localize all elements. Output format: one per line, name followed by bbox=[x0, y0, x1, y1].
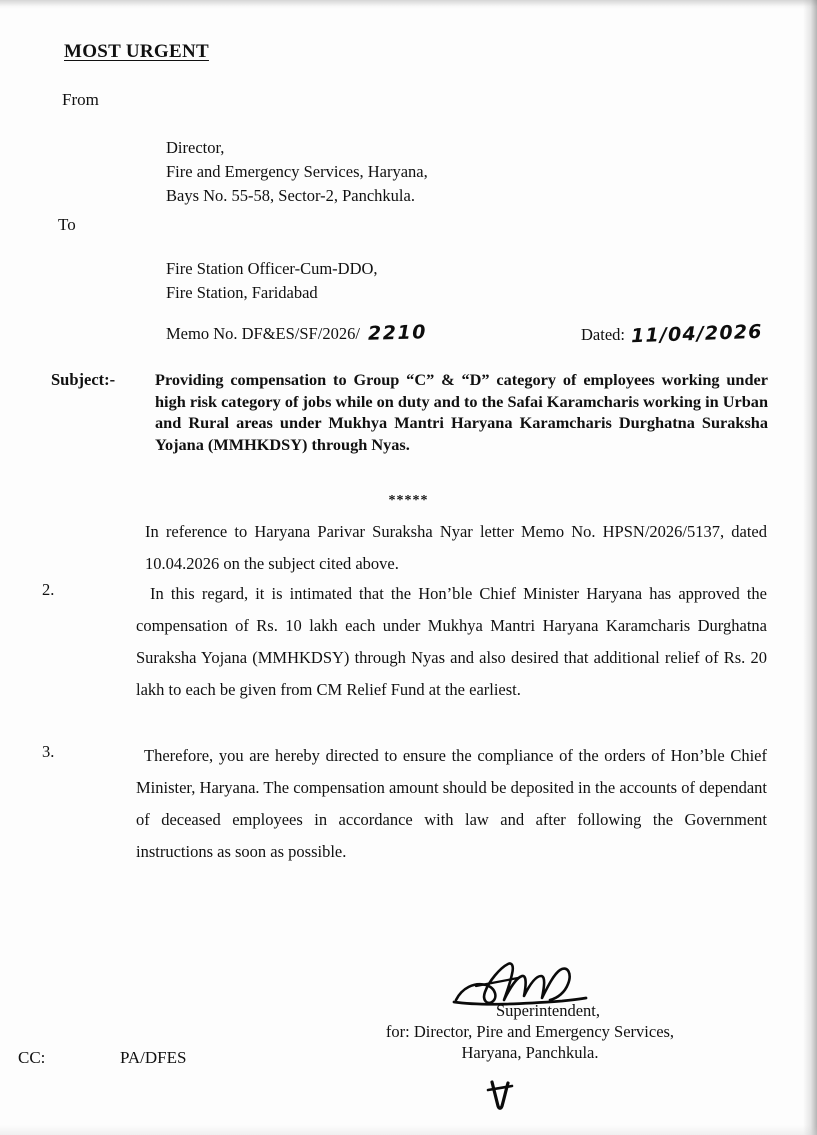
signatory-location: Haryana, Panchkula. bbox=[461, 1043, 599, 1062]
signature-block bbox=[330, 1000, 730, 1063]
sender-line-1: Director, bbox=[166, 138, 225, 157]
scan-edge-top bbox=[0, 0, 817, 9]
from-label: From bbox=[62, 90, 99, 109]
reference-paragraph: In reference to Haryana Parivar Suraksha Nyar letter Memo No. HPSN/2026/5137, dated 10.04.2026 on the subject cited above. bbox=[145, 522, 767, 573]
recipient-address-block bbox=[166, 257, 378, 305]
memo-date-handwritten: 11/04/2026 bbox=[630, 320, 763, 348]
signatory-designation: Superintendent, bbox=[495, 1001, 601, 1020]
sender-line-2: Fire and Emergency Services, Haryana, bbox=[166, 162, 428, 181]
memo-number-handwritten: 2210 bbox=[367, 321, 428, 345]
scan-edge-bottom bbox=[0, 1125, 817, 1135]
paragraph-body-2: In this regard, it is intimated that the Hon’ble Chief Minister Haryana has approved the compensation of Rs. 10 lakh each under Mukhya Mantri Haryana Karamcharis Durghatna Suraksha Yojana (MMHKDSY) through Nyas and also desired that additional relief of Rs. 20 lakh to each be given from CM Relief Fund at the earliest. bbox=[136, 584, 767, 699]
dated-label: Dated: bbox=[581, 325, 625, 344]
sender-line-3: Bays No. 55-58, Sector-2, Panchkula. bbox=[166, 186, 415, 205]
handwritten-initial-mark bbox=[482, 1078, 518, 1112]
signatory-on-behalf: for: Director, Pire and Emergency Services, bbox=[385, 1022, 675, 1041]
urgency-stamp: MOST URGENT bbox=[64, 41, 209, 62]
sender-address-block bbox=[166, 136, 428, 208]
subject-text: Providing compensation to Group “C” & “D” category of employees working under high risk category of jobs while on duty and to the Safai Karamcharis working in Urban and Rural areas under Mukhya Mantri Haryana Karamcharis Durghatna Suraksha Yojana (MMHKDSY) through Nyas. bbox=[155, 370, 768, 454]
paragraph-number-3: 3. bbox=[42, 742, 55, 761]
paragraph-body-3: Therefore, you are hereby directed to ensure the compliance of the orders of Hon’ble Chief Minister, Haryana. The compensation amount should be deposited in the accounts of dependant of deceased employees in accordance with law and after following the Government instructions as soon as possible. bbox=[136, 746, 767, 861]
paragraph-number-2: 2. bbox=[42, 580, 55, 599]
cc-value: PA/DFES bbox=[120, 1048, 187, 1067]
to-label: To bbox=[58, 215, 76, 234]
recipient-line-2: Fire Station, Faridabad bbox=[166, 283, 318, 302]
memo-number-line bbox=[166, 322, 427, 344]
subject-label: Subject:- bbox=[51, 370, 116, 389]
asterisk-separator: ***** bbox=[388, 493, 429, 508]
recipient-line-1: Fire Station Officer-Cum-DDO, bbox=[166, 259, 378, 278]
scan-edge-right bbox=[803, 0, 817, 1135]
memo-date-line bbox=[581, 320, 763, 348]
cc-label: CC: bbox=[18, 1048, 46, 1067]
memo-number-label: Memo No. DF&ES/SF/2026/ bbox=[166, 324, 360, 343]
